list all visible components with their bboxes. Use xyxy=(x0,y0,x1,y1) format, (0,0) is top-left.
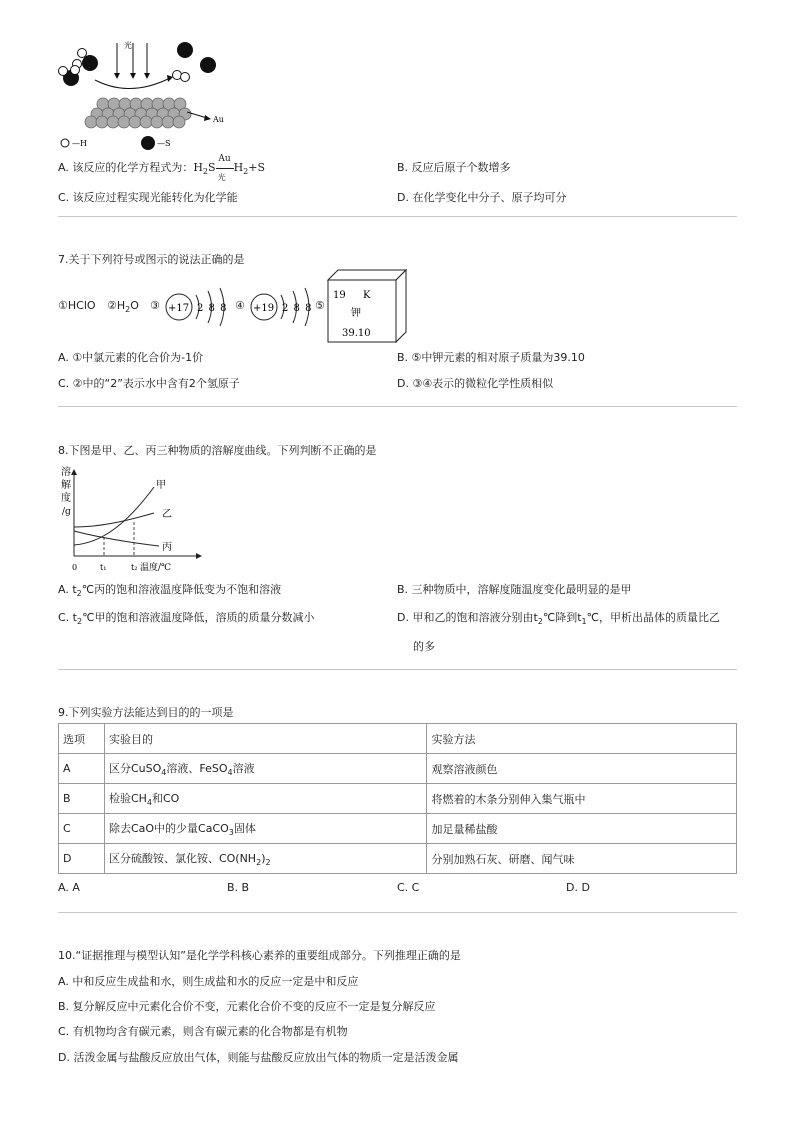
q7-element-cell xyxy=(326,268,408,344)
au-label: Au xyxy=(213,115,224,124)
option-cell: D xyxy=(59,844,105,874)
q7-item-2: $②H_2O$ xyxy=(107,299,139,315)
element-mass: 39.10 xyxy=(342,328,371,339)
svg-text:甲: 甲 xyxy=(156,480,166,491)
element-number: 19 xyxy=(333,290,346,301)
svg-text:2 8 8: 2 8 8 xyxy=(197,303,227,314)
light-label: 光 xyxy=(124,41,132,50)
q9-option-b[interactable]: B. B xyxy=(227,881,250,894)
q7-item-4-label: ④ xyxy=(235,299,245,312)
divider xyxy=(58,912,737,913)
method-cell: 加足量稀盐酸 xyxy=(427,814,737,844)
q9-option-c[interactable]: C. C xyxy=(397,881,420,894)
divider xyxy=(58,216,737,217)
option-cell: B xyxy=(59,784,105,814)
option-cell: A xyxy=(59,754,105,784)
curve-yi xyxy=(74,513,154,527)
svg-text:0: 0 xyxy=(72,563,78,572)
q9-option-d[interactable]: D. D xyxy=(566,881,590,894)
table-row xyxy=(59,784,737,814)
purpose-cell: 区分CuSO$_4$溶液、FeSO$_4$溶液 xyxy=(104,754,427,784)
method-cell: 分别加熟石灰、研磨、闻气味 xyxy=(427,844,737,874)
divider xyxy=(58,406,737,407)
purpose-cell: 除去CaO中的少量CaCO$_3$固体 xyxy=(104,814,427,844)
table-header-row xyxy=(59,724,737,754)
purpose-cell: 检验$CH_4$和CO xyxy=(104,784,427,814)
svg-text:解: 解 xyxy=(61,480,71,491)
q7-item-5-label: ⑤ xyxy=(315,299,325,312)
q6-option-b[interactable]: B. 反应后原子个数增多 xyxy=(397,161,511,174)
svg-text:t₁: t₁ xyxy=(100,563,107,572)
svg-text:t₂: t₂ xyxy=(131,563,138,572)
q8-option-d[interactable]: D. 甲和乙的饱和溶液分别由$t_2℃$降到$t_1℃$，甲析出晶体的质量比乙 xyxy=(397,611,720,627)
table-header-cell: 实验目的 xyxy=(104,724,427,754)
q7-option-c[interactable]: C. ②中的“2”表示水中含有2个氢原子 xyxy=(58,377,240,390)
q8-option-b[interactable]: B. 三种物质中，溶解度随温度变化最明显的是甲 xyxy=(397,583,632,596)
table-header-cell: 实验方法 xyxy=(427,724,737,754)
q8-title: 8.下图是甲、乙、丙三种物质的溶解度曲线。下列判断不正确的是 xyxy=(58,444,377,457)
table-header-cell: 选项 xyxy=(59,724,105,754)
q7-option-d[interactable]: D. ③④表示的微粒化学性质相似 xyxy=(397,377,554,390)
q7-chlorine-ion-diagram xyxy=(160,285,230,329)
q9-title: 9.下列实验方法能达到目的的一项是 xyxy=(58,706,234,719)
q6-option-c[interactable]: C. 该反应过程实现光能转化为化学能 xyxy=(58,191,238,204)
q8-option-d-line2: 的多 xyxy=(413,640,435,653)
method-cell: 将燃着的木条分别伸入集气瓶中 xyxy=(427,784,737,814)
q7-title: 7.关于下列符号或图示的说法正确的是 xyxy=(58,253,245,266)
q10-option-c[interactable]: C. 有机物均含有碳元素，则含有碳元素的化合物都是有机物 xyxy=(58,1025,348,1038)
svg-text:丙: 丙 xyxy=(162,542,172,553)
q7-option-a[interactable]: A. ①中氯元素的化合价为-1价 xyxy=(58,351,204,364)
legend-s: —S xyxy=(157,139,171,148)
svg-text:度: 度 xyxy=(61,493,71,504)
svg-text:乙: 乙 xyxy=(162,509,172,520)
curve-bing xyxy=(74,531,159,546)
q8-option-a[interactable]: A. $t_2℃$丙的饱和溶液温度降低变为不饱和溶液 xyxy=(58,583,282,599)
svg-text:+19: +19 xyxy=(253,303,275,314)
svg-text:溶: 溶 xyxy=(61,467,71,478)
element-symbol: K xyxy=(363,290,371,301)
q10-option-d[interactable]: D. 活泼金属与盐酸反应放出气体，则能与盐酸反应放出气体的物质一定是活泼金属 xyxy=(58,1051,459,1064)
q9-table xyxy=(58,723,737,874)
table-row xyxy=(59,754,737,784)
svg-text:温度/℃: 温度/℃ xyxy=(140,563,172,573)
q7-potassium-ion-diagram xyxy=(245,285,315,329)
reaction-condition: Au 光 xyxy=(216,161,234,174)
option-cell: C xyxy=(59,814,105,844)
q10-title: 10.“证据推理与模型认知”是化学学科核心素养的重要组成部分。下列推理正确的是 xyxy=(58,949,461,962)
q10-option-a[interactable]: A. 中和反应生成盐和水，则生成盐和水的反应一定是中和反应 xyxy=(58,975,359,988)
method-cell: 观察溶液颜色 xyxy=(427,754,737,784)
q10-option-b[interactable]: B. 复分解反应中元素化合价不变，元素化合价不变的反应不一定是复分解反应 xyxy=(58,1000,436,1013)
element-name: 钾 xyxy=(351,308,361,319)
q8-solubility-graph xyxy=(56,465,206,575)
table-row xyxy=(59,814,737,844)
svg-text:2 8 8: 2 8 8 xyxy=(282,303,312,314)
q8-option-c[interactable]: C. $t_2℃$甲的饱和溶液温度降低，溶质的质量分数减小 xyxy=(58,611,315,627)
divider xyxy=(58,669,737,670)
q7-option-b[interactable]: B. ⑤中钾元素的相对原子质量为39.10 xyxy=(397,351,585,364)
purpose-cell: 区分硫酸铵、氯化铵、$CO(NH_2)_2$ xyxy=(104,844,427,874)
q7-item-3-label: ③ xyxy=(150,299,160,312)
q6-reaction-figure xyxy=(55,38,245,153)
q6-option-a[interactable]: A. 该反应的化学方程式为：$H_2S$ Au 光 $H_2+S$ xyxy=(58,154,266,182)
svg-text:+17: +17 xyxy=(168,303,190,314)
table-row xyxy=(59,844,737,874)
q6-option-d[interactable]: D. 在化学变化中分子、原子均可分 xyxy=(397,191,567,204)
q9-option-a[interactable]: A. A xyxy=(58,881,80,894)
q7-item-1: ①HClO xyxy=(58,299,96,312)
legend-h: —H xyxy=(72,139,87,148)
svg-text:/g: /g xyxy=(62,507,71,517)
